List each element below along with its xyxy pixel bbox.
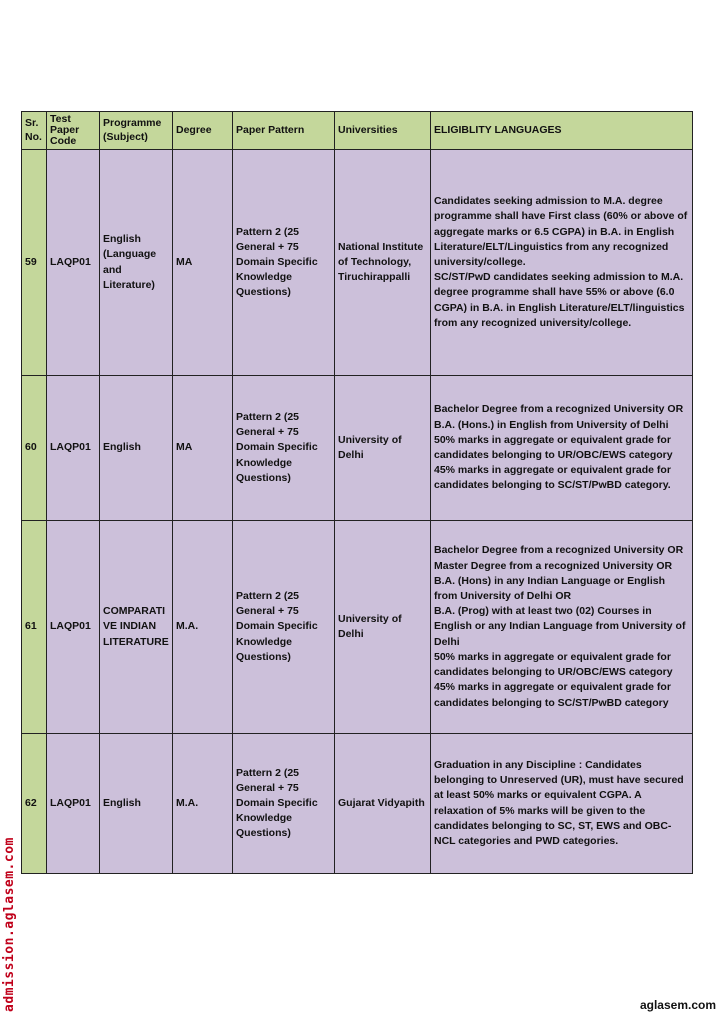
eligibility-line: Bachelor Degree from a recognized University OR [434,544,684,557]
eligibility-line: Graduation in any Discipline : Candidates belonging to Unreserved (UR), must have secured at least 50% marks or equivalent CGPA. A relaxation of 5% marks will be given to the candidates belonging to SC, ST, EWS and OBC-NCL categories and PWD categories. [434,758,684,847]
header-test-paper-code: Test Paper Code [47,112,100,150]
cell-test-paper-code: LAQP01 [47,734,100,874]
eligibility-line: B.A. (Hons.) in English from University of Delhi [434,418,669,431]
cell-programme: English [100,734,173,874]
eligibility-line: 45% marks in aggregate or equivalent grade for candidates belonging to SC/ST/PwBD category [434,681,671,709]
header-eligibility: ELIGIBLITY LANGUAGES [431,112,693,150]
header-degree: Degree [173,112,233,150]
cell-university: University of Delhi [335,376,431,521]
cell-paper-pattern: Pattern 2 (25 General + 75 Domain Specific Knowledge Questions) [233,734,335,874]
cell-paper-pattern: Pattern 2 (25 General + 75 Domain Specific Knowledge Questions) [233,521,335,734]
eligibility-line: B.A. (Prog) with at least two (02) Courses in English or any Indian Language from University of Delhi [434,605,686,648]
cell-degree: MA [173,150,233,376]
table-row [22,734,693,874]
eligibility-line: 50% marks in aggregate or equivalent grade for candidates belonging to UR/OBC/EWS category [434,433,673,462]
table-row [22,376,693,521]
eligibility-line: SC/ST/PwD candidates seeking admission to M.A. degree programme shall have 55% or above (6.0 CGPA) in B.A. in English Literature/ELT/linguistics from any recognized university/college. [434,271,685,329]
cell-eligibility [431,150,693,376]
cell-university: National Institute of Technology, Tiruchirappalli [335,150,431,376]
eligibility-line: Bachelor Degree from a recognized University OR [434,403,684,416]
cell-test-paper-code: LAQP01 [47,150,100,376]
cell-paper-pattern: Pattern 2 (25 General + 75 Domain Specific Knowledge Questions) [233,150,335,376]
footer-site-name: aglasem.com [639,998,716,1012]
eligibility-line: 45% marks in aggregate or equivalent grade for candidates belonging to SC/ST/PwBD category. [434,464,671,492]
header-universities: Universities [335,112,431,150]
header-sr-no: Sr. No. [22,112,47,150]
cell-programme: English (Language and Literature) [100,150,173,376]
cell-eligibility [431,734,693,874]
table-row [22,150,693,376]
header-programme: Programme (Subject) [100,112,173,150]
eligibility-line: Master Degree from a recognized University OR [434,559,673,572]
header-row [22,112,693,150]
cell-university: University of Delhi [335,521,431,734]
eligibility-line: Candidates seeking admission to M.A. degree programme shall have First class (60% or above of aggregate marks or 6.5 CGPA) in B.A. in English Literature/ELT/Linguistics from any recognized university/college. [434,195,688,268]
cell-eligibility [431,376,693,521]
table-row [22,521,693,734]
eligibility-line: B.A. (Hons) in any Indian Language or English from University of Delhi OR [434,574,666,602]
cell-programme: English [100,376,173,521]
cell-degree: MA [173,376,233,521]
header-paper-pattern: Paper Pattern [233,112,335,150]
cell-test-paper-code: LAQP01 [47,521,100,734]
cell-test-paper-code: LAQP01 [47,376,100,521]
eligibility-table [21,111,693,874]
cell-degree: M.A. [173,734,233,874]
cell-sr-no: 62 [22,734,47,874]
side-watermark: admission.aglasem.com [2,837,17,1012]
cell-sr-no: 59 [22,150,47,376]
cell-degree: M.A. [173,521,233,734]
cell-paper-pattern: Pattern 2 (25 General + 75 Domain Specific Knowledge Questions) [233,376,335,521]
cell-programme: COMPARATIVE INDIAN LITERATURE [100,521,173,734]
cell-university: Gujarat Vidyapith [335,734,431,874]
cell-sr-no: 61 [22,521,47,734]
eligibility-line: 50% marks in aggregate or equivalent grade for candidates belonging to UR/OBC/EWS category [434,650,673,679]
cell-sr-no: 60 [22,376,47,521]
cell-eligibility [431,521,693,734]
